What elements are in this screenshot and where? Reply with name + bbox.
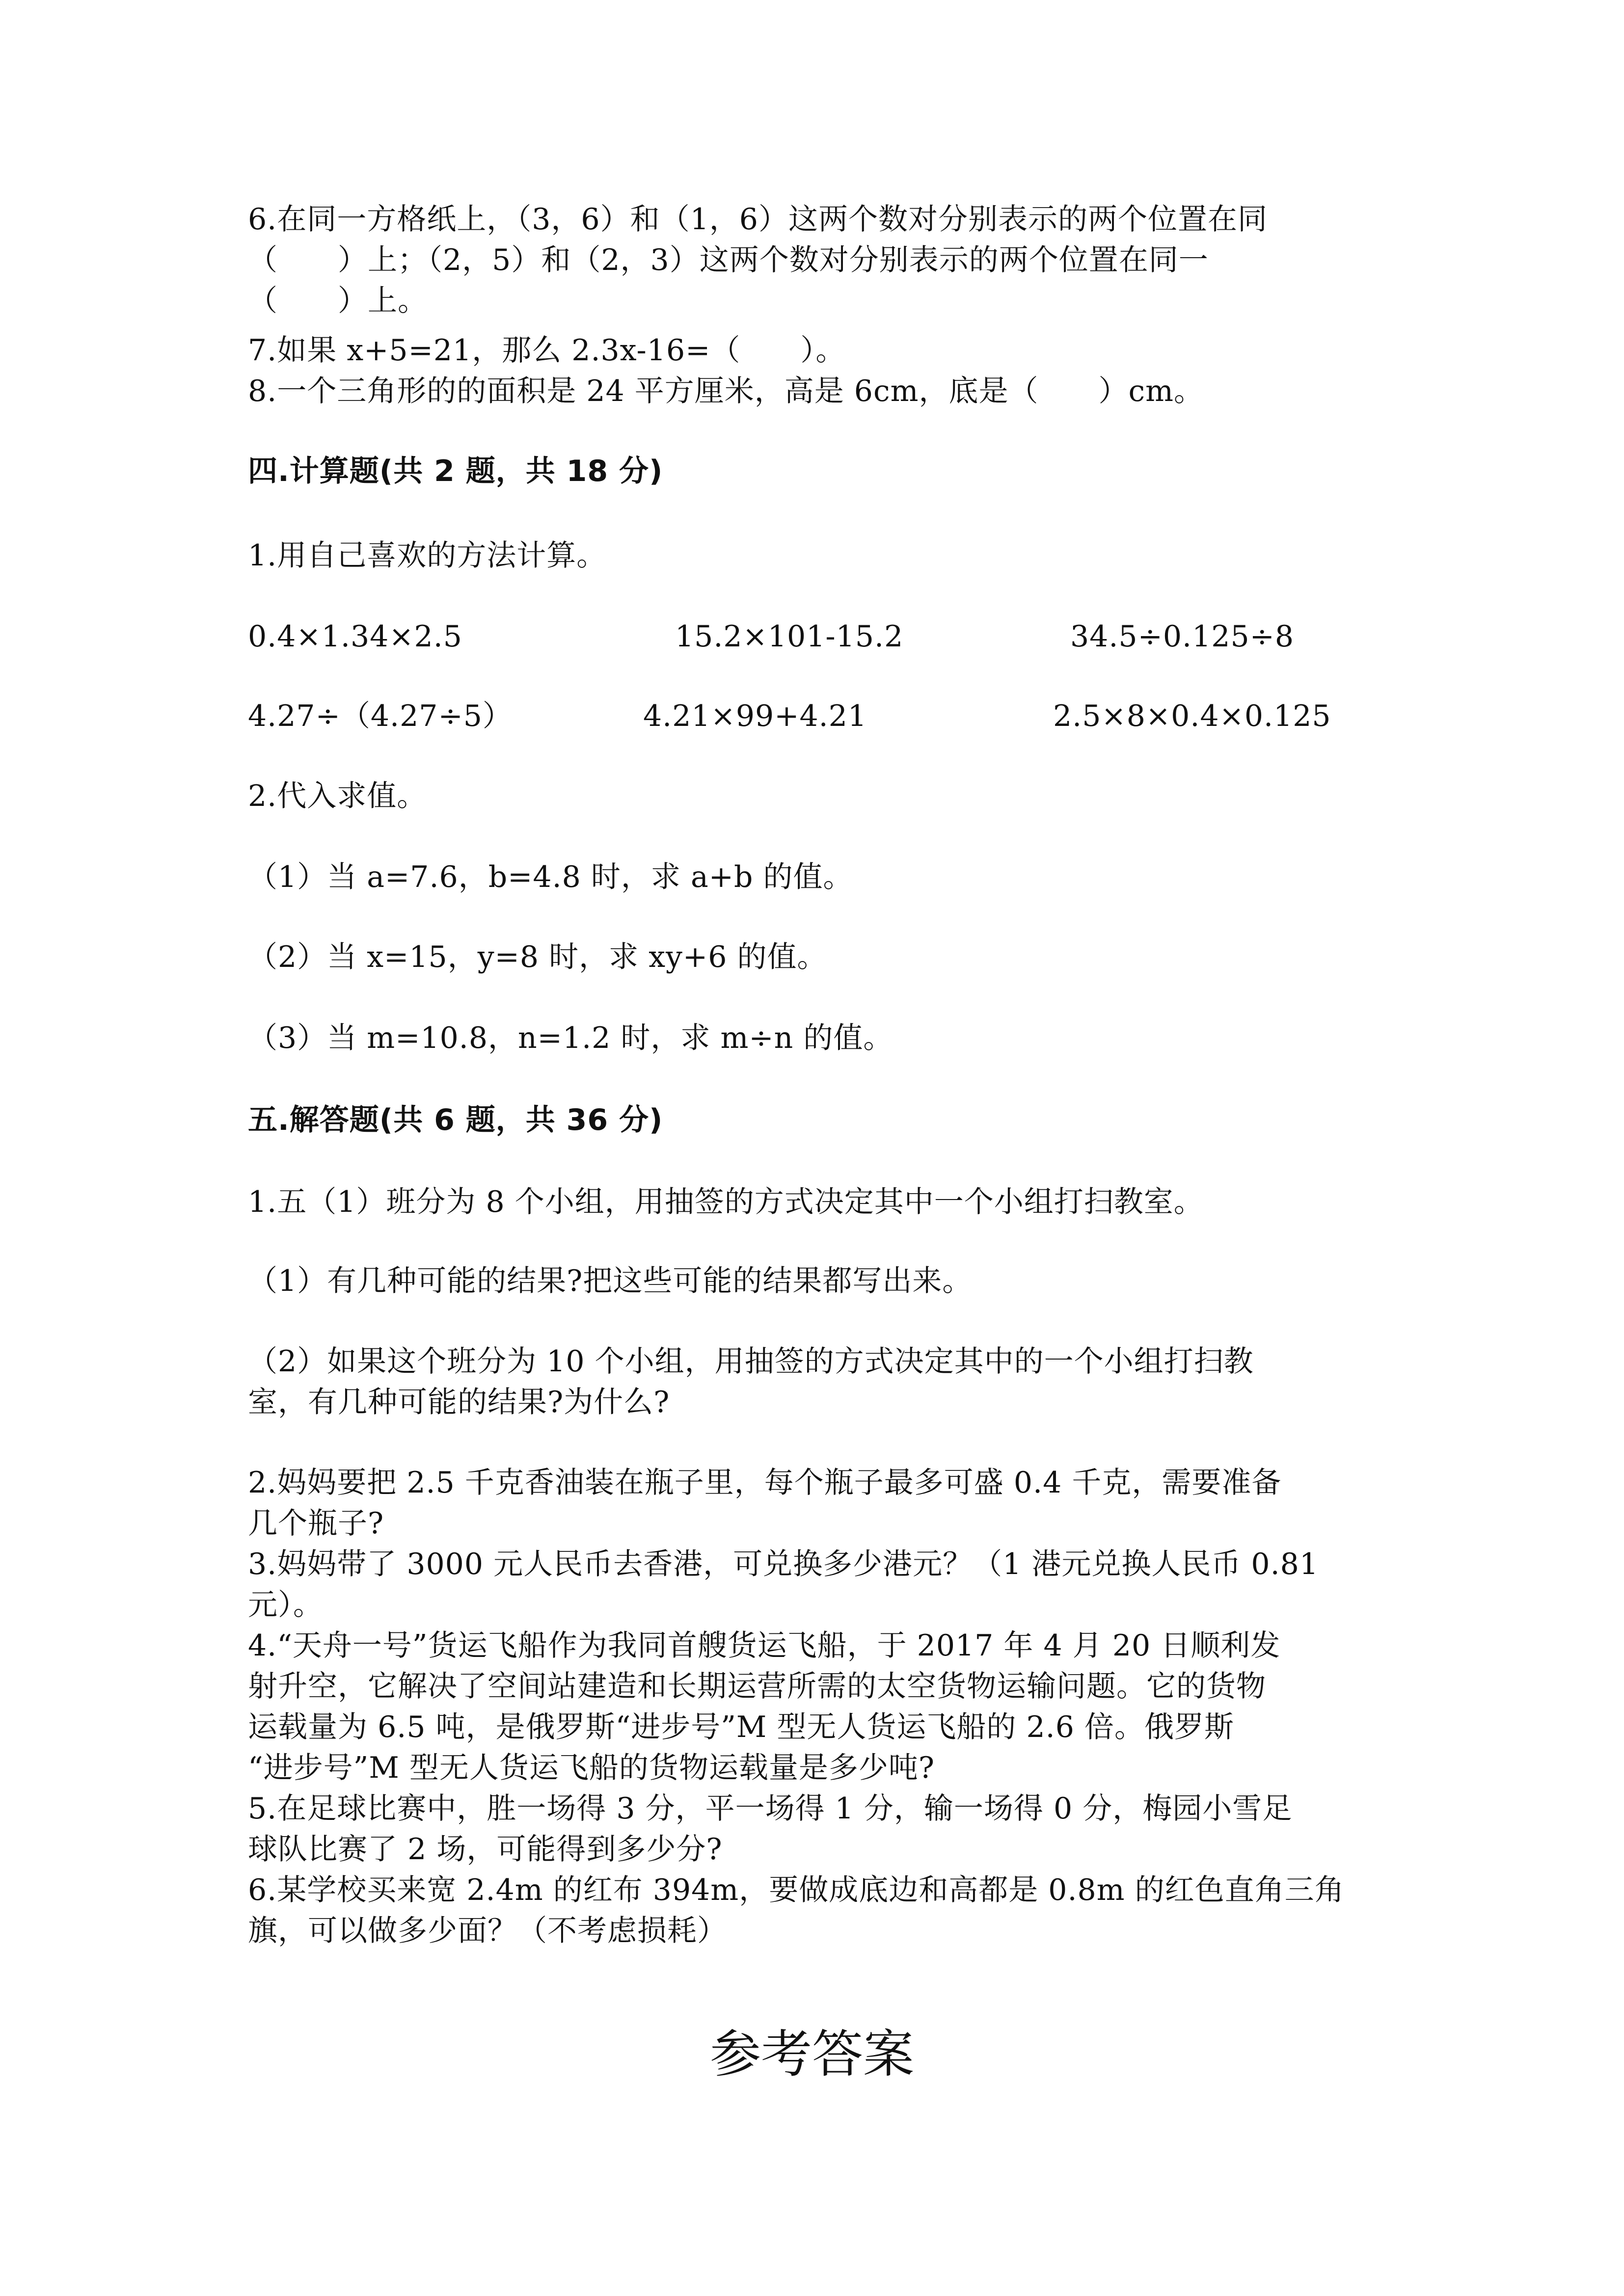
substitution-item: （2）当 x=15，y=8 时，求 xy+6 的值。: [248, 940, 827, 974]
section-4-heading: 四.计算题(共 2 题，共 18 分): [248, 454, 663, 488]
problem-1-sub-2-line-2: 室，有几种可能的结果?为什么?: [248, 1385, 670, 1419]
problem-3-line-2: 元）。: [248, 1588, 323, 1622]
calc-q1-label: 1.用自己喜欢的方法计算。: [248, 538, 607, 573]
q8-text: 8.一个三角形的的面积是 24 平方厘米，高是 6cm，底是（ ）cm。: [248, 374, 1204, 408]
q6-line-2: （ ）上；（2，5）和（2，3）这两个数对分别表示的两个位置在同一: [248, 243, 1209, 277]
calc-expression: 2.5×8×0.4×0.125: [1053, 699, 1331, 733]
problem-6-line-1: 6.某学校买来宽 2.4m 的红布 394m，要做成底边和高都是 0.8m 的红色直角三角: [248, 1873, 1345, 1907]
problem-1-sub-1: （1）有几种可能的结果?把这些可能的结果都写出来。: [248, 1264, 973, 1298]
problem-6-line-2: 旗，可以做多少面？（不考虑损耗）: [248, 1914, 727, 1948]
substitution-item: （3）当 m=10.8，n=1.2 时，求 m÷n 的值。: [248, 1021, 893, 1055]
problem-5-line-2: 球队比赛了 2 场，可能得到多少分?: [248, 1832, 723, 1867]
q6-line-3: （ ）上。: [248, 284, 428, 318]
problem-4-line-1: 4.“天舟一号”货运飞船作为我同首艘货运飞船，于 2017 年 4 月 20 日顺利发: [248, 1629, 1281, 1663]
q6-line-1: 6.在同一方格纸上，（3，6）和（1，6）这两个数对分别表示的两个位置在同: [248, 202, 1268, 237]
calc-q2-label: 2.代入求值。: [248, 779, 427, 813]
calc-expression: 15.2×101-15.2: [675, 619, 904, 654]
calc-expression: 34.5÷0.125÷8: [1070, 619, 1295, 654]
answer-key-title: 参考答案: [709, 2024, 914, 2084]
problem-2-line-2: 几个瓶子?: [248, 1506, 384, 1541]
problem-5-line-1: 5.在足球比赛中，胜一场得 3 分，平一场得 1 分，输一场得 0 分，梅园小雪足: [248, 1791, 1293, 1826]
substitution-item: （1）当 a=7.6，b=4.8 时，求 a+b 的值。: [248, 860, 853, 894]
problem-2-line-1: 2.妈妈要把 2.5 千克香油装在瓶子里，每个瓶子最多可盛 0.4 千克，需要准备: [248, 1466, 1282, 1500]
problem-1: 1.五（1）班分为 8 个小组，用抽签的方式决定其中一个小组打扫教室。: [248, 1185, 1204, 1219]
calc-expression: 4.27÷（4.27÷5）: [248, 699, 513, 733]
problem-4-line-3: 运载量为 6.5 吨，是俄罗斯“进步号”M 型无人货运飞船的 2.6 倍。俄罗斯: [248, 1710, 1234, 1744]
problem-3-line-1: 3.妈妈带了 3000 元人民币去香港，可兑换多少港元？（1 港元兑换人民币 0.81: [248, 1547, 1319, 1581]
section-5-heading: 五.解答题(共 6 题，共 36 分): [248, 1103, 663, 1137]
problem-4-line-2: 射升空，它解决了空间站建造和长期运营所需的太空货物运输问题。它的货物: [248, 1669, 1266, 1704]
calc-expression: 4.21×99+4.21: [643, 699, 867, 733]
calc-expression: 0.4×1.34×2.5: [248, 619, 462, 654]
problem-1-sub-2-line-1: （2）如果这个班分为 10 个小组，用抽签的方式决定其中的一个小组打扫教: [248, 1344, 1254, 1379]
problem-4-line-4: “进步号”M 型无人货运飞船的货物运载量是多少吨?: [248, 1751, 935, 1785]
q7-text: 7.如果 x+5=21，那么 2.3x-16=（ ）。: [248, 333, 846, 368]
